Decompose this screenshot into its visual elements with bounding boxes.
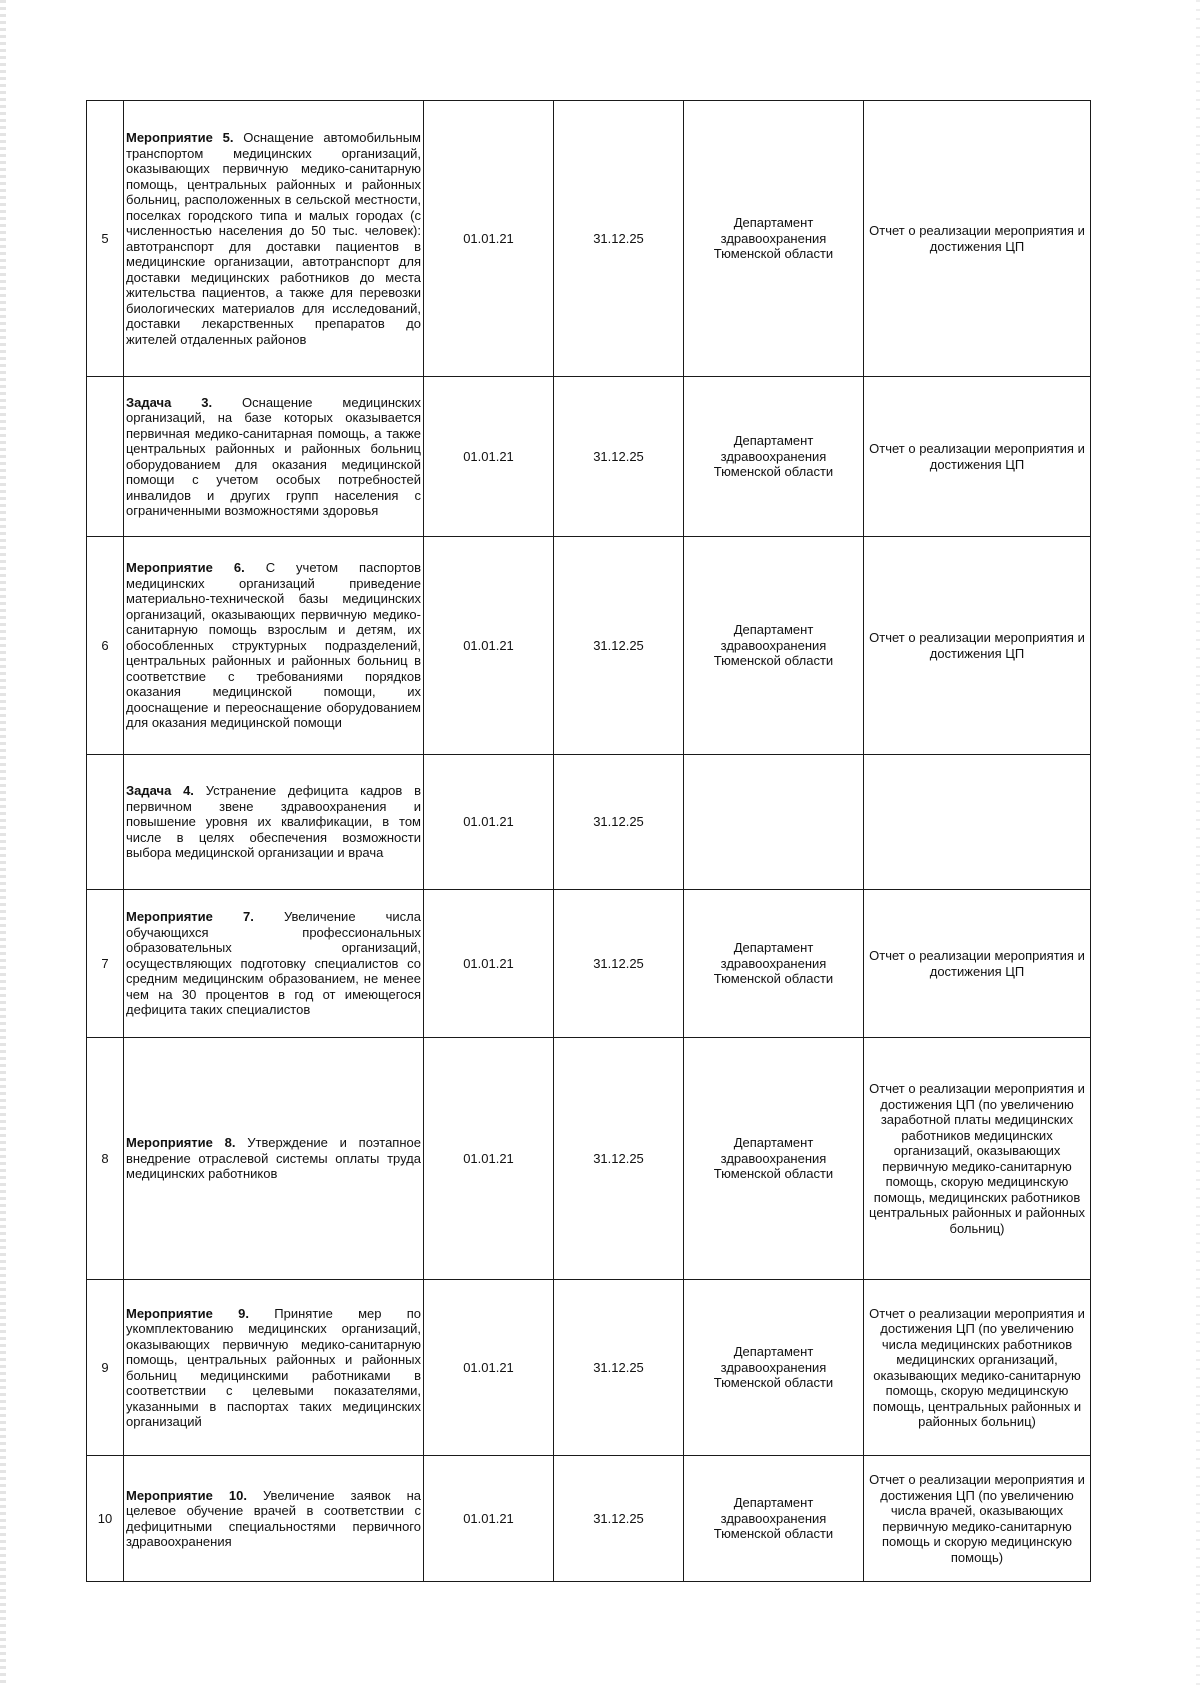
end-date: 31.12.25 bbox=[554, 537, 684, 755]
report-form: Отчет о реализации мероприятия и достижения ЦП (по увеличению числа врачей, оказывающих первичную медико-санитарную помощь и скорую медицинскую помощь) bbox=[864, 1456, 1091, 1582]
end-date: 31.12.25 bbox=[554, 1456, 684, 1582]
activity-text: Оснащение автомобильным транспортом медицинских организаций, оказывающих первичную медико-санитарную помощь, центральных районных и районных больниц, расположенных в сельской местности, поселках городского типа и малых городах (с численностью населения до 50 тыс. человек): автотранспорт для доставки пациентов в медицинские организации, автотранспорт для доставки медицинских работников до места жительства пациентов, а также для перевозки биологических материалов для исследований, доставки лекарственных препаратов до жителей отдаленных районов bbox=[126, 130, 421, 347]
table-row bbox=[87, 101, 1091, 377]
table-row bbox=[87, 537, 1091, 755]
responsible-executor: Департамент здравоохранения Тюменской области bbox=[684, 890, 864, 1038]
report-form: Отчет о реализации мероприятия и достижения ЦП (по увеличению числа медицинских работников медицинских организаций, оказывающих медико-санитарную помощь, скорую медицинскую помощь, центральных районных и районных больниц) bbox=[864, 1280, 1091, 1456]
start-date: 01.01.21 bbox=[424, 377, 554, 537]
responsible-executor: Департамент здравоохранения Тюменской области bbox=[684, 1456, 864, 1582]
row-number bbox=[87, 755, 124, 890]
task-text: Оснащение медицинских организаций, на базе которых оказывается первичная медико-санитарная помощь, а также центральных районных и районных больниц оборудованием для оказания медицинской помощи с учетом особых потребностей инвалидов и других групп населения с ограниченными возможностями здоровья bbox=[126, 394, 421, 518]
activity-title: Мероприятие 5. bbox=[126, 130, 234, 145]
activity-title: Мероприятие 8. bbox=[126, 1135, 236, 1151]
row-number: 10 bbox=[87, 1456, 124, 1582]
start-date: 01.01.21 bbox=[424, 1038, 554, 1280]
activity-title: Мероприятие 9. bbox=[126, 1305, 250, 1321]
activity-description bbox=[124, 1456, 424, 1582]
task-description bbox=[124, 377, 424, 537]
end-date: 31.12.25 bbox=[554, 101, 684, 377]
end-date: 31.12.25 bbox=[554, 1038, 684, 1280]
start-date: 01.01.21 bbox=[424, 890, 554, 1038]
report-form: Отчет о реализации мероприятия и достижения ЦП bbox=[864, 101, 1091, 377]
activity-description bbox=[124, 1280, 424, 1456]
table-row bbox=[87, 377, 1091, 537]
start-date: 01.01.21 bbox=[424, 755, 554, 890]
table-row bbox=[87, 1280, 1091, 1456]
table-row bbox=[87, 755, 1091, 890]
activity-title: Мероприятие 7. bbox=[126, 909, 254, 925]
responsible-executor: Департамент здравоохранения Тюменской области bbox=[684, 101, 864, 377]
start-date: 01.01.21 bbox=[424, 1280, 554, 1456]
scan-left-edge bbox=[0, 0, 6, 1686]
row-number: 6 bbox=[87, 537, 124, 755]
responsible-executor: Департамент здравоохранения Тюменской области bbox=[684, 1280, 864, 1456]
row-number bbox=[87, 377, 124, 537]
activity-title: Мероприятие 6. bbox=[126, 560, 245, 576]
activity-description bbox=[124, 537, 424, 755]
end-date: 31.12.25 bbox=[554, 377, 684, 537]
activity-title: Мероприятие 10. bbox=[126, 1487, 247, 1503]
activity-description bbox=[124, 101, 424, 377]
row-number: 5 bbox=[87, 101, 124, 377]
table-row bbox=[87, 890, 1091, 1038]
table-row bbox=[87, 1456, 1091, 1582]
activity-description bbox=[124, 1038, 424, 1280]
report-form: Отчет о реализации мероприятия и достижения ЦП bbox=[864, 890, 1091, 1038]
activity-text: Увеличение заявок на целевое обучение врачей в соответствии с дефицитными специальностями первичного здравоохранения bbox=[126, 1487, 421, 1549]
activity-text: Принятие мер по укомплектованию медицинских организаций, оказывающих первичную медико-санитарную помощь, центральных районных и районных больниц медицинскими работниками в соответствии с целевыми показателями, указанными в паспортах таких медицинских организаций bbox=[126, 1305, 421, 1429]
report-form: Отчет о реализации мероприятия и достижения ЦП bbox=[864, 377, 1091, 537]
end-date: 31.12.25 bbox=[554, 755, 684, 890]
row-number: 7 bbox=[87, 890, 124, 1038]
activity-text: С учетом паспортов медицинских организаций приведение материально-технической базы медицинских организаций, оказывающих первичную медико-санитарную помощь взрослым и детям, их обособленных структурных подразделений, центральных районных и районных больниц в соответствие с требованиями порядков оказания медицинской помощи, их дооснащение и переоснащение оборудованием для оказания медицинской помощи bbox=[126, 560, 421, 731]
end-date: 31.12.25 bbox=[554, 1280, 684, 1456]
report-form: Отчет о реализации мероприятия и достижения ЦП bbox=[864, 537, 1091, 755]
task-title: Задача 3. bbox=[126, 394, 213, 410]
task-title: Задача 4. bbox=[126, 783, 194, 799]
responsible-executor: Департамент здравоохранения Тюменской области bbox=[684, 1038, 864, 1280]
task-description bbox=[124, 755, 424, 890]
activity-text: Утверждение и поэтапное внедрение отраслевой системы оплаты труда медицинских работников bbox=[126, 1135, 421, 1182]
end-date: 31.12.25 bbox=[554, 890, 684, 1038]
task-text: Устранение дефицита кадров в первичном звене здравоохранения и повышение уровня их квалификации, в том числе в целях обеспечения возможности выбора медицинской организации и врача bbox=[126, 783, 421, 861]
responsible-executor: Департамент здравоохранения Тюменской области bbox=[684, 537, 864, 755]
table-row bbox=[87, 1038, 1091, 1280]
responsible-executor: Департамент здравоохранения Тюменской области bbox=[684, 377, 864, 537]
activities-table bbox=[86, 100, 1091, 1582]
row-number: 9 bbox=[87, 1280, 124, 1456]
start-date: 01.01.21 bbox=[424, 101, 554, 377]
report-form: Отчет о реализации мероприятия и достижения ЦП (по увеличению заработной платы медицинских работников медицинских организаций, оказывающих первичную медико-санитарную помощь, скорую медицинскую помощь, медицинских работников центральных районных и районных больниц) bbox=[864, 1038, 1091, 1280]
activity-text: Увеличение числа обучающихся профессиональных образовательных организаций, осуществляющих подготовку специалистов со средним медицинским образованием, не менее чем на 30 процентов в год от имеющегося дефицита таких специалистов bbox=[126, 909, 421, 1018]
activity-description bbox=[124, 890, 424, 1038]
row-number: 8 bbox=[87, 1038, 124, 1280]
report-form bbox=[864, 755, 1091, 890]
responsible-executor bbox=[684, 755, 864, 890]
scan-right-edge bbox=[1196, 0, 1200, 1686]
start-date: 01.01.21 bbox=[424, 537, 554, 755]
start-date: 01.01.21 bbox=[424, 1456, 554, 1582]
